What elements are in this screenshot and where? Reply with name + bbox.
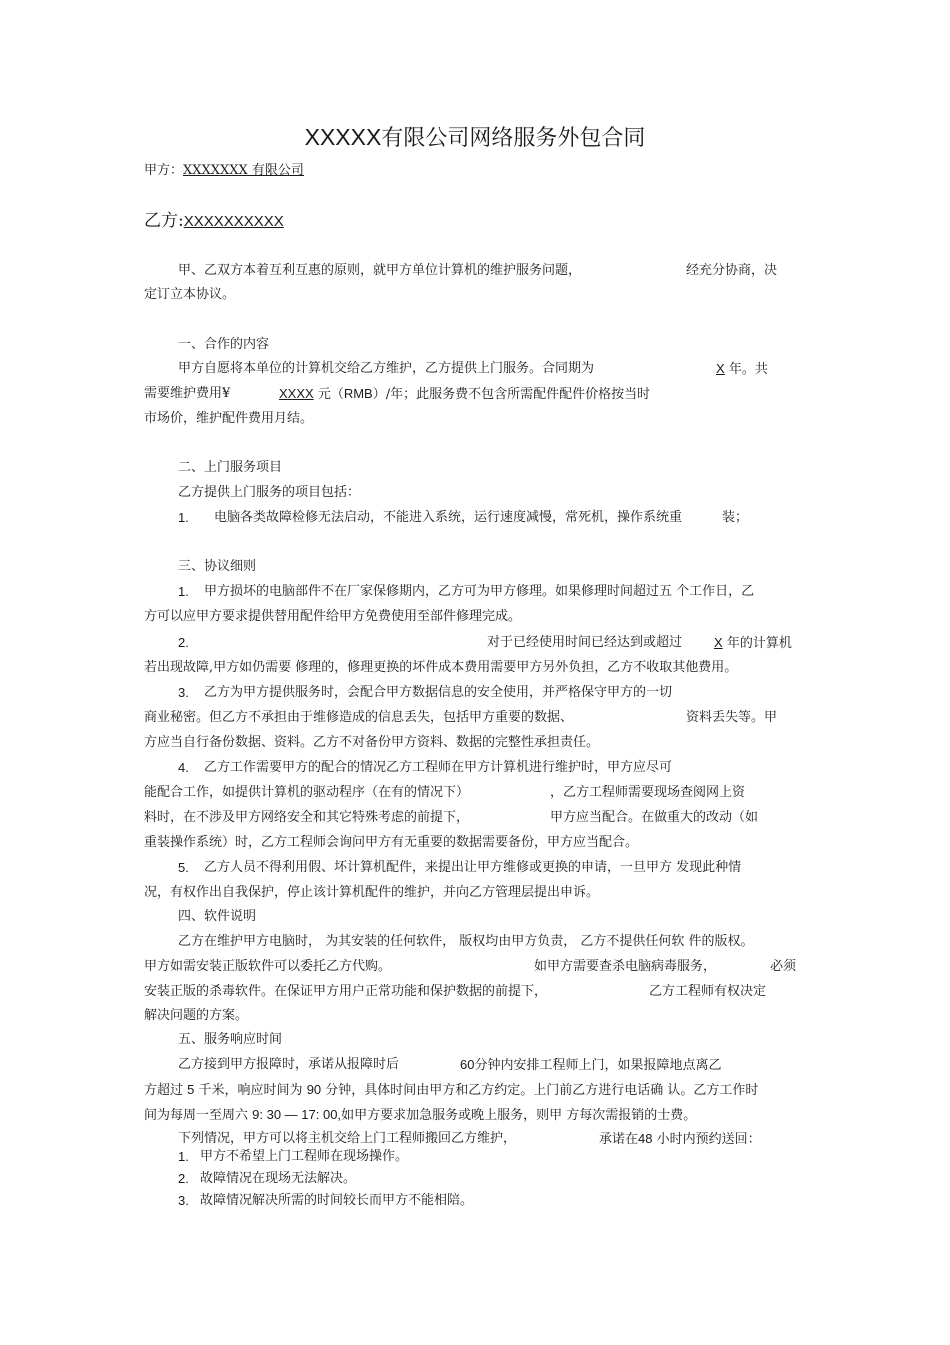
s5-line-2a: 方超过 <box>144 1083 184 1098</box>
s2-item-text-b: 装； <box>722 510 749 525</box>
s3-p2-number: 2. <box>178 635 189 650</box>
s5-item-2-number: 2. <box>178 1171 189 1186</box>
s5-line-3a: 间为每周一至周六 <box>144 1108 249 1123</box>
years-threshold: X <box>714 635 723 650</box>
section-3-heading: 三、协议细则 <box>178 559 257 574</box>
s5-line-4b <box>599 1130 761 1149</box>
s1-line-2b: 元（ <box>317 387 344 402</box>
s3-p2-line-1a: 对于已经使用时间已经达到或超过 <box>487 635 683 650</box>
s4-line-2b: 如甲方需要查杀电脑病毒服务， <box>534 959 717 974</box>
s5-item-1-number: 1. <box>178 1149 189 1164</box>
s3-p4-line-1: 乙方工作需要甲方的配合的情况乙方工程师在甲方计算机进行维护时，甲方应尽可 <box>204 760 673 775</box>
party-a-name: XXXXXXX 有限公司 <box>183 163 304 178</box>
s3-p5-number: 5. <box>178 860 189 875</box>
s5-item-3-number: 3. <box>178 1193 189 1208</box>
contract-years: X <box>716 361 725 376</box>
s1-line-3: 市场价，维护配件费用月结。 <box>144 411 314 426</box>
s3-p1-number: 1. <box>178 584 189 599</box>
s3-p4-line-2a: 能配合工作，如提供计算机的驱动程序（在有的情况下） <box>144 785 470 800</box>
party-b-name: XXXXXXXXXX <box>183 213 284 230</box>
section-4-heading: 四、软件说明 <box>178 909 257 924</box>
s5-item-1-text: 甲方不希望上门工程师在现场操作。 <box>200 1149 409 1164</box>
party-b-label: 乙方: <box>144 211 184 231</box>
s3-p3-number: 3. <box>178 685 189 700</box>
s4-line-4: 解决问题的方案。 <box>144 1008 249 1023</box>
s3-p2-line-1b-text: 年的计算机 <box>726 636 792 651</box>
party-a-line <box>144 162 304 180</box>
s1-line-2c: ）/年；此服务费不包含所需配件配件价格按当时 <box>372 387 651 402</box>
s1-line-1-years <box>716 360 768 379</box>
s5-line-4b-text: 承诺在 <box>599 1132 639 1147</box>
party-b-line <box>144 210 284 233</box>
distance-km: 5 <box>187 1082 195 1097</box>
return-hours: 48 <box>638 1131 653 1146</box>
s3-p5-line-1: 乙方人员不得利用假、坏计算机配件，来提出让甲方维修或更换的申请，一旦甲方 发现此种情 <box>204 860 742 875</box>
s4-line-2c: 必须 <box>770 959 797 974</box>
s5-line-1a: 乙方接到甲方报障时，承诺从报障时后 <box>178 1057 400 1072</box>
s5-item-2-text: 故障情况在现场无法解决。 <box>200 1171 357 1186</box>
response-minutes: 60 <box>460 1057 475 1072</box>
s1-line-1b: 年。共 <box>728 362 768 377</box>
s3-p4-line-3b: 甲方应当配合。在做重大的改动（如 <box>550 810 759 825</box>
s5-line-2b: 千米，响应时间为 <box>198 1083 303 1098</box>
s3-p2-line-2: 若出现故障,甲方如仍需要 修理的，修理更换的坏件成本费用需要甲方另外负担，乙方不收取其他费用。 <box>144 660 738 675</box>
s4-line-2a: 甲方如需安装正版软件可以委托乙方代购。 <box>144 959 392 974</box>
title-prefix: XXXXX <box>304 124 382 150</box>
s3-p5-line-2: 况，有权作出自我保护，停止该计算机配件的维护，并向乙方管理层提出申诉。 <box>144 885 600 900</box>
s5-line-3 <box>144 1106 696 1125</box>
section-5-heading: 五、服务响应时间 <box>178 1032 283 1047</box>
intro-line-1a: 甲、乙双方本着互利互惠的原则，就甲方单位计算机的维护服务问题， <box>178 263 582 278</box>
s3-p1-line-1: 甲方损坏的电脑部件不在厂家保修期内，乙方可为甲方修理。如果修理时间超过五 个工作日，乙 <box>204 584 755 599</box>
s3-p4-number: 4. <box>178 760 189 775</box>
rmb-label: RMB <box>343 386 373 401</box>
document-title <box>0 122 950 154</box>
s3-p3-line-2b: 资料丢失等。甲 <box>686 710 778 725</box>
fee-amount: XXXX <box>279 386 314 401</box>
s3-p1-line-2: 方可以应甲方要求提供替用配件给甲方免费使用至部件修理完成。 <box>144 609 522 624</box>
s4-line-3a: 安装正版的杀毒软件。在保证甲方用户正常功能和保护数据的前提下， <box>144 984 548 999</box>
section-2-heading: 二、上门服务项目 <box>178 460 283 475</box>
s5-line-4c: 小时内预约送回： <box>656 1132 761 1147</box>
response-time-minutes: 90 <box>306 1082 322 1097</box>
working-hours: 9: 30 — 17: 00, <box>252 1107 342 1122</box>
s3-p3-line-3: 方应当自行备份数据、资料。乙方不对备份甲方资料、数据的完整性承担责任。 <box>144 735 600 750</box>
s1-line-1a: 甲方自愿将本单位的计算机交给乙方维护，乙方提供上门服务。合同期为 <box>178 361 595 376</box>
s3-p2-line-1b <box>714 634 792 653</box>
s4-line-1: 乙方在维护甲方电脑时， 为其安装的任何软件， 版权均由甲方负责， 乙方不提供任何软 件的版权。 <box>178 934 754 949</box>
s5-line-4a: 下列情况，甲方可以将主机交给上门工程师搬回乙方维护， <box>178 1131 517 1146</box>
section-1-heading: 一、合作的内容 <box>178 337 270 352</box>
s3-p3-line-2a: 商业秘密。但乙方不承担由于维修造成的信息丢失，包括甲方重要的数据、 <box>144 710 574 725</box>
party-a-label: 甲方： <box>144 163 184 178</box>
s3-p4-line-4: 重装操作系统）时，乙方工程师会询问甲方有无重要的数据需要备份，甲方应当配合。 <box>144 835 639 850</box>
s2-item-text-a: 电脑各类故障检修无法启动，不能进入系统，运行速度减慢，常死机，操作系统重 <box>214 510 683 525</box>
intro-line-2: 定订立本协议。 <box>144 287 236 302</box>
s5-item-3-text: 故障情况解决所需的时间较长而甲方不能相陪。 <box>200 1193 474 1208</box>
title-rest: 有限公司网络服务外包合同 <box>381 126 646 151</box>
s5-line-2c: 分钟，具体时间由甲方和乙方约定。上门前乙方进行电话确 认。乙方工作时 <box>325 1083 759 1098</box>
s5-line-1b <box>460 1056 721 1075</box>
s2-line-1: 乙方提供上门服务的项目包括： <box>178 485 361 500</box>
s2-item-number: 1. <box>178 510 189 525</box>
s1-line-2-fee <box>279 385 650 404</box>
s5-line-1b-text: 分钟内安排工程师上门，如果报障地点离乙 <box>474 1058 722 1073</box>
s3-p4-line-2b: ，乙方工程师需要现场查阅网上资 <box>550 785 746 800</box>
s3-p4-line-3a: 料时，在不涉及甲方网络安全和其它特殊考虑的前提下， <box>144 810 470 825</box>
s1-line-2a: 需要维护费用¥ <box>144 386 231 401</box>
s5-line-2 <box>144 1081 758 1100</box>
s4-line-3b: 乙方工程师有权决定 <box>649 984 767 999</box>
intro-line-1b: 经充分协商，决 <box>686 263 778 278</box>
s5-line-3b: 如甲方要求加急服务或晚上服务，则甲 方每次需报销的士费。 <box>341 1108 697 1123</box>
s3-p3-line-1: 乙方为甲方提供服务时，会配合甲方数据信息的安全使用，并严格保守甲方的一切 <box>204 685 673 700</box>
